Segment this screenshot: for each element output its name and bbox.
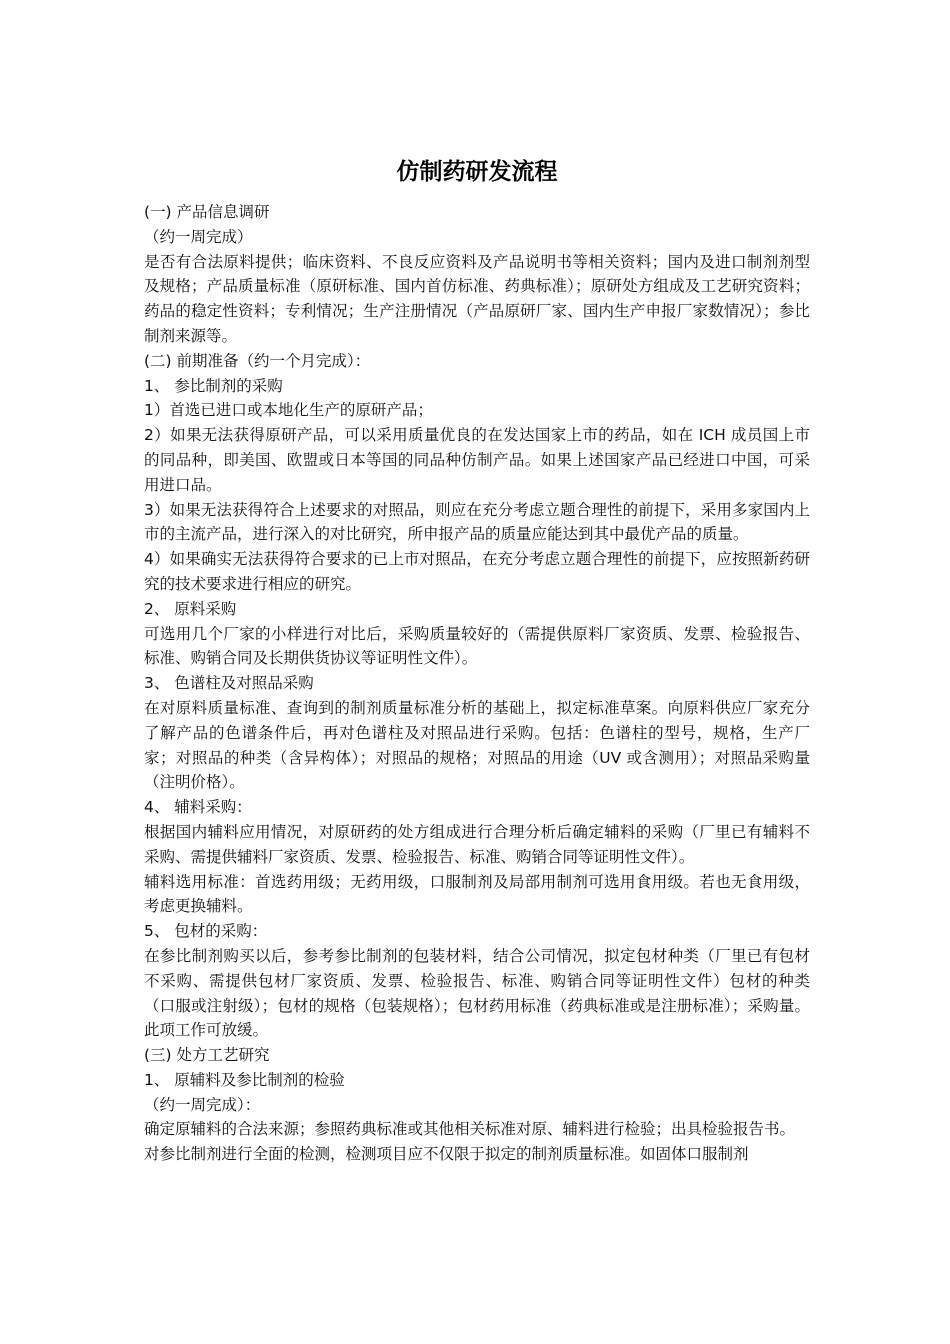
paragraph: 可选用几个厂家的小样进行对比后，采购质量较好的（需提供原料厂家资质、发票、检验报告、标准、购销合同及长期供货协议等证明性文件）。 — [144, 624, 810, 668]
document-page — [144, 155, 810, 1167]
paragraph: (二) 前期准备（约一个月完成）： — [144, 351, 371, 370]
paragraph: (三) 处方工艺研究 — [144, 1046, 270, 1065]
document-body — [144, 200, 810, 1167]
paragraph: 5、 包材的采购： — [144, 922, 268, 941]
paragraph: 2、 原料采购 — [144, 599, 237, 618]
paragraph: 辅料选用标准：首选药用级；无药用级，口服制剂及局部用制剂可选用食用级。若也无食用级，考虑更换辅料。 — [144, 872, 810, 916]
paragraph: 是否有合法原料提供；临床资料、不良反应资料及产品说明书等相关资料；国内及进口制剂剂型及规格；产品质量标准（原研标准、国内首仿标准、药典标准）；原研处方组成及工艺研究资料；药品的稳定性资料；专利情况；生产注册情况（产品原研厂家、国内生产申报厂家数情况）；参比制剂来源等。 — [144, 252, 810, 345]
paragraph: (一) 产品信息调研 — [144, 203, 270, 221]
paragraph: 确定原辅料的合法来源；参照药典标准或其他相关标准对原、辅料进行检验；出具检验报告书。 — [144, 1120, 796, 1139]
paragraph: 在参比制剂购买以后，参考参比制剂的包装材料，结合公司情况，拟定包材种类（厂里已有包材不采购、需提供包材厂家资质、发票、检验报告、标准、购销合同等证明性文件）包材的种类（口服或注射级）；包材的规格（包装规格）；包材药用标准（药典标准或是注册标准）；采购量。 此项工作可放缓。 — [144, 946, 810, 1040]
paragraph: 4）如果确实无法获得符合要求的已上市对照品，在充分考虑立题合理性的前提下，应按照新药研究的技术要求进行相应的研究。 — [144, 550, 810, 593]
paragraph: 1、 原辅料及参比制剂的检验 — [144, 1070, 345, 1089]
paragraph: 4、 辅料采购： — [144, 798, 252, 817]
document-title: 仿制药研发流程 — [396, 159, 558, 185]
paragraph: 3）如果无法获得符合上述要求的对照品，则应在充分考虑立题合理性的前提下，采用多家国内上市的主流产品，进行深入的对比研究，所申报产品的质量应能达到其中最优产品的质量。 — [144, 500, 810, 544]
paragraph: （约一周完成） — [144, 227, 253, 246]
paragraph: 根据国内辅料应用情况，对原研药的处方组成进行合理分析后确定辅料的采购（厂里已有辅料不采购、需提供辅料厂家资质、发票、检验报告、标准、购销合同等证明性文件）。 — [144, 822, 810, 866]
paragraph: 对参比制剂进行全面的检测，检测项目应不仅限于拟定的制剂质量标准。如固体口服制剂 — [144, 1145, 749, 1164]
paragraph: 1）首选已进口或本地化生产的原研产品； — [144, 401, 433, 420]
paragraph: 2）如果无法获得原研产品，可以采用质量优良的在发达国家上市的药品，如在 ICH 成员国上市的同品种，即美国、欧盟或日本等国的同品种仿制产品。如果上述国家产品已经进口中国，可采用进口品。 — [144, 426, 810, 494]
paragraph: 在对原料质量标准、查询到的制剂质量标准分析的基础上，拟定标准草案。向原料供应厂家充分了解产品的色谱条件后，再对色谱柱及对照品进行采购。包括：色谱柱的型号，规格，生产厂家；对照品的种类（含异构体）；对照品的规格；对照品的用途（UV 或含测用）；对照品采购量（注明价格）。 — [144, 698, 810, 792]
paragraph: 1、 参比制剂的采购 — [144, 376, 283, 395]
paragraph: 3、 色谱柱及对照品采购 — [144, 674, 314, 693]
paragraph: （约一周完成）： — [144, 1095, 261, 1114]
